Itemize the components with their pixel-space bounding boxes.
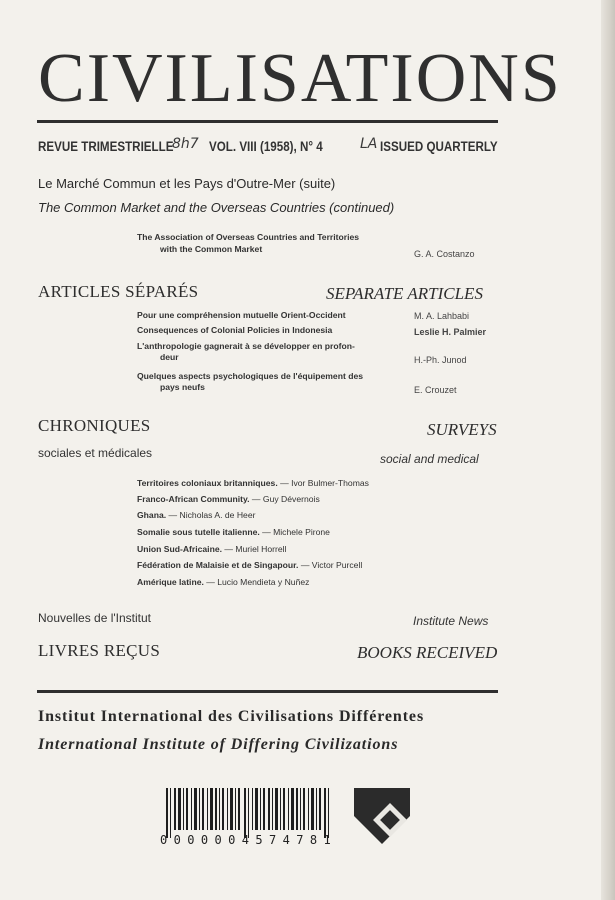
- article-title-cont: pays neufs: [160, 382, 205, 392]
- article-title-cont: deur: [160, 352, 179, 362]
- articles-heading-en: SEPARATE ARTICLES: [326, 284, 483, 303]
- article-author: E. Crouzet: [414, 385, 457, 395]
- chroniques-sub-fr: sociales et médicales: [38, 446, 153, 460]
- theme-author: G. A. Costanzo: [414, 249, 475, 259]
- chroniques-sub-en: social and medical: [380, 452, 479, 466]
- publisher-logo-icon: [352, 786, 412, 846]
- news-fr: Nouvelles de l'Institut: [38, 611, 152, 625]
- article-title: Quelques aspects psychologiques de l'équipement des: [137, 371, 364, 381]
- theme-article-line1: The Association of Overseas Countries and Territories: [137, 232, 360, 242]
- institute-fr: Institut International des Civilisations Différentes: [38, 708, 425, 725]
- survey-item: Franco-African Community. — Guy Dévernois: [137, 494, 320, 504]
- article-author: M. A. Lahbabi: [414, 311, 470, 321]
- articles-heading-fr: ARTICLES SÉPARÉS: [38, 282, 199, 301]
- survey-item: Territoires coloniaux britanniques. — Ivor Bulmer-Thomas: [137, 478, 369, 488]
- survey-item: Ghana. — Nicholas A. de Heer: [137, 510, 256, 520]
- article-author: Leslie H. Palmier: [414, 327, 487, 337]
- survey-item: Amérique latine. — Lucio Mendieta y Nuñez: [137, 577, 310, 587]
- article-title: L'anthropologie gagnerait à se développer en profon-: [137, 341, 355, 351]
- survey-item: Fédération de Malaisie et de Singapour. — Victor Purcell: [137, 560, 363, 570]
- article-title: Pour une compréhension mutuelle Orient-Occident: [137, 310, 346, 320]
- books-en: BOOKS RECEIVED: [357, 643, 498, 662]
- books-fr: LIVRES REÇUS: [38, 641, 161, 660]
- hand-mark-2: LA: [360, 136, 378, 152]
- article-author: H.-Ph. Junod: [414, 355, 467, 365]
- issue-left: REVUE TRIMESTRIELLE: [38, 139, 174, 154]
- barcode-number: 0000004574781: [160, 833, 338, 847]
- page-edge: [601, 0, 615, 900]
- news-en: Institute News: [413, 614, 489, 628]
- article-title: Consequences of Colonial Policies in Indonesia: [137, 325, 333, 335]
- bottom-rule: [37, 690, 498, 693]
- theme-article-line2: with the Common Market: [160, 244, 263, 254]
- issue-right: ISSUED QUARTERLY: [380, 139, 498, 154]
- theme-english: The Common Market and the Overseas Countries (continued): [38, 200, 395, 215]
- top-rule: [37, 120, 498, 123]
- chroniques-heading-en: SURVEYS: [427, 420, 497, 439]
- survey-item: Union Sud-Africaine. — Muriel Horrell: [137, 544, 287, 554]
- issue-volume: VOL. VIII (1958), N° 4: [209, 139, 323, 154]
- hand-mark-1: 8h7: [172, 136, 199, 152]
- institute-en: International Institute of Differing Civilizations: [38, 736, 399, 753]
- chroniques-heading-fr: CHRONIQUES: [38, 416, 151, 435]
- barcode: [166, 788, 336, 838]
- journal-title: CIVILISATIONS: [38, 40, 562, 117]
- theme-french: Le Marché Commun et les Pays d'Outre-Mer (suite): [38, 176, 336, 191]
- survey-item: Somalie sous tutelle italienne. — Michele Pirone: [137, 527, 330, 537]
